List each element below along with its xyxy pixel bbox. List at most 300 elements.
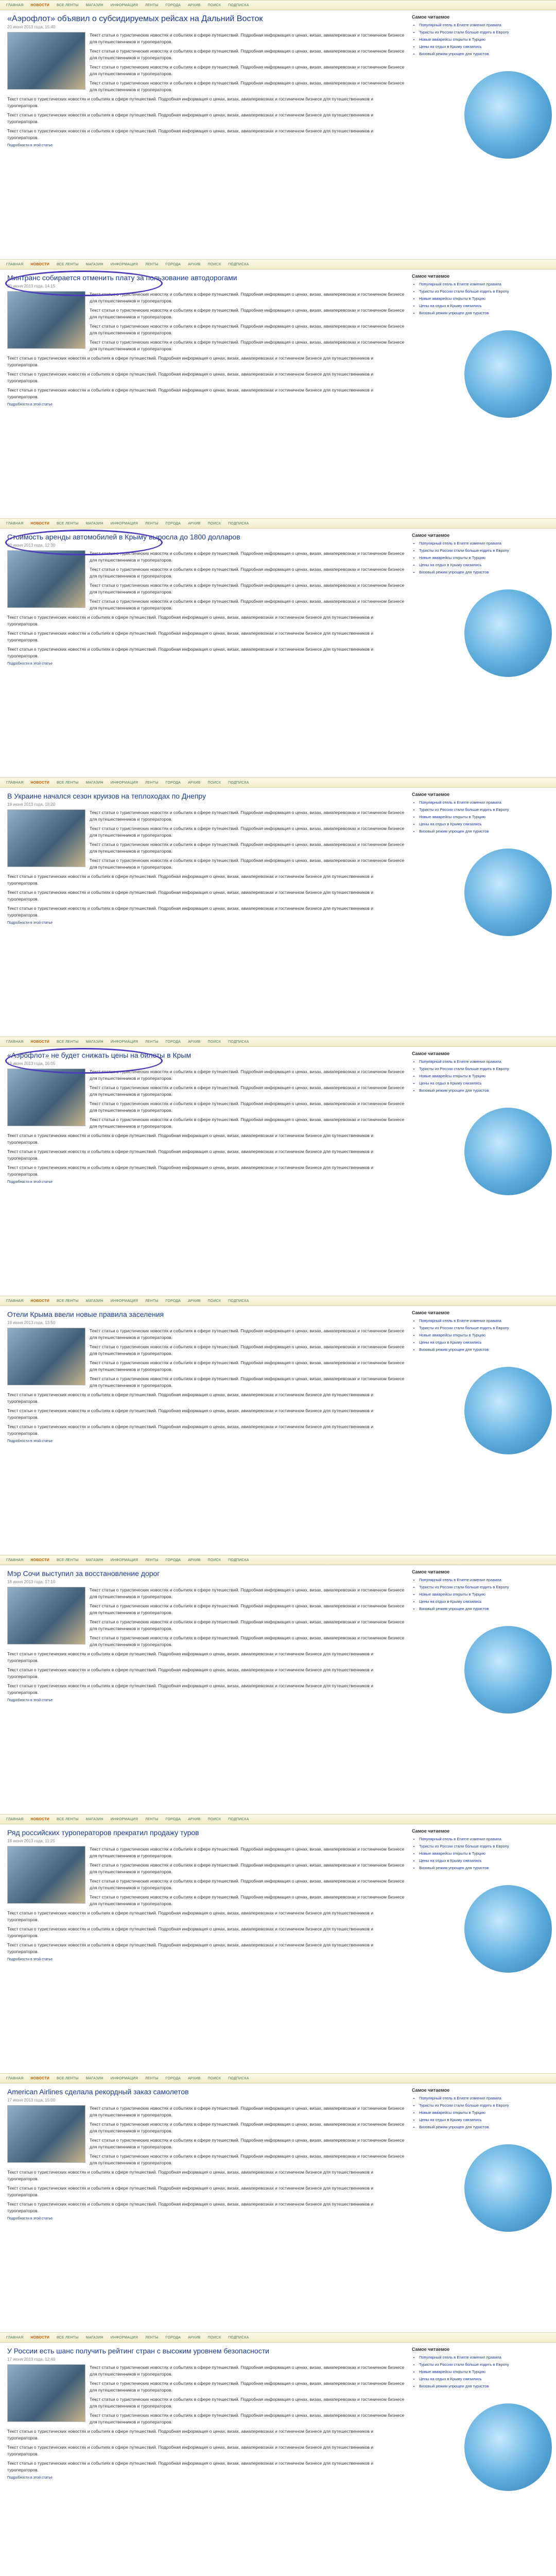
sidebar-item[interactable]: • Цены на отдых в Крыму снизились bbox=[419, 1858, 552, 1863]
article-headline[interactable]: У России есть шанс получить рейтинг стран с высоким уровнем безопасности bbox=[7, 2347, 269, 2355]
nav-item[interactable]: АРХИВ bbox=[188, 1817, 201, 1821]
article-paragraph: Текст статьи о туристических новостях и событиях в сфере путешествий. Подробная информация о ценах, визах, авиаперевозках и гостиничном бизнесе для путешественников и туроператоров. bbox=[90, 1101, 405, 1113]
sidebar-title: Самое читаемое bbox=[412, 1569, 450, 1574]
sidebar-item[interactable]: • Визовый режим упрощен для туристов bbox=[419, 52, 552, 57]
sidebar-list bbox=[412, 2355, 552, 2389]
top-nav bbox=[0, 259, 556, 269]
sidebar-item[interactable]: • Туристы из России стали больше ездить в Европу bbox=[419, 548, 552, 553]
nav-item[interactable]: АРХИВ bbox=[188, 1299, 201, 1303]
nav-item[interactable]: ИНФОРМАЦИЯ bbox=[110, 3, 138, 7]
article-date: 18 июня 2013 года, 17:10 bbox=[7, 1580, 56, 1584]
nav-item[interactable]: ПОДПИСКА bbox=[228, 1817, 249, 1821]
nav-item[interactable]: ИНФОРМАЦИЯ bbox=[110, 1299, 138, 1303]
article-headline[interactable]: American Airlines сделала рекордный заказ самолетов bbox=[7, 2088, 189, 2096]
sidebar-item[interactable]: • Туристы из России стали больше ездить в Европу bbox=[419, 1066, 552, 1072]
nav-item[interactable]: ГОРОДА bbox=[165, 521, 181, 526]
article-paragraph: Текст статьи о туристических новостях и событиях в сфере путешествий. Подробная информация о ценах, визах, авиаперевозках и гостиничном бизнесе для путешественников и туроператоров. bbox=[7, 1651, 373, 1663]
sidebar bbox=[412, 2088, 552, 2132]
nav-item[interactable]: ГЛАВНАЯ bbox=[6, 521, 24, 526]
article-photo bbox=[7, 32, 85, 90]
nav-item[interactable]: ИНФОРМАЦИЯ bbox=[110, 262, 138, 266]
top-nav bbox=[0, 1555, 556, 1565]
sidebar bbox=[412, 1310, 552, 1354]
nav-item[interactable]: ВСЕ ЛЕНТЫ bbox=[56, 1558, 79, 1562]
nav-item[interactable]: АРХИВ bbox=[188, 1558, 201, 1562]
nav-item[interactable]: ПОИСК bbox=[207, 521, 221, 526]
article-paragraph: Текст статьи о туристических новостях и событиях в сфере путешествий. Подробная информация о ценах, визах, авиаперевозках и гостиничном бизнесе для путешественников и туроператоров. bbox=[7, 1408, 373, 1420]
sidebar-item[interactable]: • Визовый режим упрощен для туристов bbox=[419, 2384, 552, 2389]
article-paragraph: Текст статьи о туристических новостях и событиях в сфере путешествий. Подробная информация о ценах, визах, авиаперевозках и гостиничном бизнесе для путешественников и туроператоров. bbox=[90, 48, 405, 60]
sidebar-title: Самое читаемое bbox=[412, 274, 450, 279]
article-paragraph: Текст статьи о туристических новостях и событиях в сфере путешествий. Подробная информация о ценах, визах, авиаперевозках и гостиничном бизнесе для путешественников и туроператоров. bbox=[90, 858, 405, 870]
sidebar bbox=[412, 274, 552, 318]
nav-item[interactable]: ИНФОРМАЦИЯ bbox=[110, 1558, 138, 1562]
article-more-link[interactable]: Подробности в этой статье bbox=[7, 921, 53, 925]
article-paragraph: Текст статьи о туристических новостях и событиях в сфере путешествий. Подробная информация о ценах, визах, авиаперевозках и гостиничном бизнесе для путешественников и туроператоров. bbox=[7, 2429, 373, 2441]
nav-item[interactable]: ПОИСК bbox=[207, 1817, 221, 1821]
sidebar-item[interactable]: • Цены на отдых в Крыму снизились bbox=[419, 822, 552, 827]
nav-item[interactable]: НОВОСТИ bbox=[30, 2335, 49, 2340]
top-nav bbox=[0, 518, 556, 529]
article bbox=[7, 14, 405, 147]
article-paragraph: Текст статьи о туристических новостях и событиях в сфере путешествий. Подробная информация о ценах, визах, авиаперевозках и гостиничном бизнесе для путешественников и туроператоров. bbox=[7, 2185, 373, 2197]
top-nav bbox=[0, 2073, 556, 2083]
article-paragraph: Текст статьи о туристических новостях и событиях в сфере путешествий. Подробная информация о ценах, визах, авиаперевозках и гостиничном бизнесе для путешественников и туроператоров. bbox=[7, 2445, 373, 2456]
nav-item[interactable]: ИНФОРМАЦИЯ bbox=[110, 1040, 138, 1044]
nav-item[interactable]: МАГАЗИН bbox=[85, 3, 103, 7]
nav-item[interactable]: ГЛАВНАЯ bbox=[6, 2335, 24, 2340]
nav-item[interactable]: ИНФОРМАЦИЯ bbox=[110, 521, 138, 526]
sidebar-item[interactable]: • Популярный отель в Египте изменил правила bbox=[419, 800, 552, 805]
article-headline[interactable]: «Аэрофлот» объявил о субсидируемых рейсах на Дальний Восток bbox=[7, 14, 263, 23]
article-photo bbox=[7, 1328, 85, 1385]
article-paragraph: Текст статьи о туристических новостях и событиях в сфере путешествий. Подробная информация о ценах, визах, авиаперевозках и гостиничном бизнесе для путешественников и туроператоров. bbox=[90, 1894, 405, 1906]
nav-item[interactable]: ПОИСК bbox=[207, 781, 221, 785]
sidebar-item[interactable]: • Визовый режим упрощен для туристов bbox=[419, 1866, 552, 1871]
nav-item[interactable]: ПОИСК bbox=[207, 3, 221, 7]
sidebar-item[interactable]: • Новые авиарейсы открыты в Турцию bbox=[419, 296, 552, 301]
article-headline[interactable]: В Украине начался сезон круизов на теплоходах по Днепру bbox=[7, 792, 206, 800]
nav-item[interactable]: АРХИВ bbox=[188, 1040, 201, 1044]
article-date: 19 июня 2013 года, 13:50 bbox=[7, 1320, 56, 1325]
sidebar-list bbox=[412, 541, 552, 575]
sidebar-list bbox=[412, 2096, 552, 2130]
sidebar-item[interactable]: • Туристы из России стали больше ездить в Европу bbox=[419, 807, 552, 812]
sidebar-item[interactable]: • Цены на отдых в Крыму снизились bbox=[419, 1599, 552, 1604]
top-nav bbox=[0, 2332, 556, 2343]
article-paragraph: Текст статьи о туристических новостях и событиях в сфере путешествий. Подробная информация о ценах, визах, авиаперевозках и гостиничном бизнесе для путешественников и туроператоров. bbox=[90, 1862, 405, 1874]
sidebar-item[interactable]: • Туристы из России стали больше ездить в Европу bbox=[419, 1326, 552, 1331]
article-section bbox=[0, 2332, 556, 2576]
sidebar-item[interactable]: • Визовый режим упрощен для туристов bbox=[419, 1606, 552, 1612]
sidebar-item[interactable]: • Новые авиарейсы открыты в Турцию bbox=[419, 1074, 552, 1079]
nav-item[interactable]: МАГАЗИН bbox=[85, 1040, 103, 1044]
article-paragraph: Текст статьи о туристических новостях и событиях в сфере путешествий. Подробная информация о ценах, визах, авиаперевозках и гостиничном бизнесе для путешественников и туроператоров. bbox=[90, 826, 405, 838]
sidebar-title: Самое читаемое bbox=[412, 1051, 450, 1056]
sidebar-item[interactable]: • Популярный отель в Египте изменил правила bbox=[419, 1059, 552, 1064]
article-paragraph: Текст статьи о туристических новостях и событиях в сфере путешествий. Подробная информация о ценах, визах, авиаперевозках и гостиничном бизнесе для путешественников и туроператоров. bbox=[7, 890, 373, 902]
article-paragraph: Текст статьи о туристических новостях и событиях в сфере путешествий. Подробная информация о ценах, визах, авиаперевозках и гостиничном бизнесе для путешественников и туроператоров. bbox=[7, 1942, 373, 1954]
article-more-link[interactable]: Подробности в этой статье bbox=[7, 1958, 53, 1961]
nav-item[interactable]: ЛЕНТЫ bbox=[145, 2076, 159, 2080]
sidebar-item[interactable]: • Цены на отдых в Крыму снизились bbox=[419, 563, 552, 568]
sidebar-item[interactable]: • Визовый режим упрощен для туристов bbox=[419, 311, 552, 316]
nav-item[interactable]: ГОРОДА bbox=[165, 2076, 181, 2080]
article-paragraph: Текст статьи о туристических новостях и событиях в сфере путешествий. Подробная информация о ценах, визах, авиаперевозках и гостиничном бизнесе для путешественников и туроператоров. bbox=[7, 1392, 373, 1404]
article-paragraph: Текст статьи о туристических новостях и событиях в сфере путешествий. Подробная информация о ценах, визах, авиаперевозках и гостиничном бизнесе для путешественников и туроператоров. bbox=[90, 1360, 405, 1372]
article-paragraph: Текст статьи о туристических новостях и событиях в сфере путешествий. Подробная информация о ценах, визах, авиаперевозках и гостиничном бизнесе для путешественников и туроператоров. bbox=[90, 1846, 405, 1858]
nav-item[interactable]: ИНФОРМАЦИЯ bbox=[110, 2335, 138, 2340]
article-paragraph: Текст статьи о туристических новостях и событиях в сфере путешествий. Подробная информация о ценах, визах, авиаперевозках и гостиничном бизнесе для путешественников и туроператоров. bbox=[7, 2461, 373, 2472]
globe-image bbox=[464, 2403, 552, 2491]
nav-item[interactable]: ГОРОДА bbox=[165, 1558, 181, 1562]
nav-item[interactable]: ЛЕНТЫ bbox=[145, 3, 159, 7]
nav-item[interactable]: АРХИВ bbox=[188, 3, 201, 7]
nav-item[interactable]: ПОДПИСКА bbox=[228, 781, 249, 785]
globe-image bbox=[464, 330, 552, 418]
article-section bbox=[0, 1296, 556, 1555]
globe-image bbox=[464, 2144, 552, 2232]
article-paragraph: Текст статьи о туристических новостях и событиях в сфере путешествий. Подробная информация о ценах, визах, авиаперевозках и гостиничном бизнесе для путешественников и туроператоров. bbox=[90, 324, 405, 335]
top-nav bbox=[0, 777, 556, 788]
sidebar-item[interactable]: • Новые авиарейсы открыты в Турцию bbox=[419, 2110, 552, 2115]
article-more-link[interactable]: Подробности в этой статье bbox=[7, 1699, 53, 1702]
sidebar bbox=[412, 1828, 552, 1873]
sidebar-item[interactable]: • Популярный отель в Египте изменил правила bbox=[419, 282, 552, 287]
article bbox=[7, 1310, 405, 1443]
article-paragraph: Текст статьи о туристических новостях и событиях в сфере путешествий. Подробная информация о ценах, визах, авиаперевозках и гостиничном бизнесе для путешественников и туроператоров. bbox=[90, 2413, 405, 2425]
nav-item[interactable]: АРХИВ bbox=[188, 2335, 201, 2340]
nav-item[interactable]: ВСЕ ЛЕНТЫ bbox=[56, 1040, 79, 1044]
article-paragraph: Текст статьи о туристических новостях и событиях в сфере путешествий. Подробная информация о ценах, визах, авиаперевозках и гостиничном бизнесе для путешественников и туроператоров. bbox=[7, 1133, 373, 1145]
article-more-link[interactable]: Подробности в этой статье bbox=[7, 2217, 53, 2221]
nav-item[interactable]: АРХИВ bbox=[188, 2076, 201, 2080]
article-paragraph: Текст статьи о туристических новостях и событиях в сфере путешествий. Подробная информация о ценах, визах, авиаперевозках и гостиничном бизнесе для путешественников и туроператоров. bbox=[90, 80, 405, 92]
nav-item[interactable]: НОВОСТИ bbox=[30, 1817, 49, 1821]
sidebar-item[interactable]: • Новые авиарейсы открыты в Турцию bbox=[419, 1851, 552, 1856]
article-paragraph: Текст статьи о туристических новостях и событиях в сфере путешествий. Подробная информация о ценах, визах, авиаперевозках и гостиничном бизнесе для путешественников и туроператоров. bbox=[90, 583, 405, 595]
sidebar-item[interactable]: • Популярный отель в Египте изменил правила bbox=[419, 1578, 552, 1583]
article-paragraph: Текст статьи о туристических новостях и событиях в сфере путешествий. Подробная информация о ценах, визах, авиаперевозках и гостиничном бизнесе для путешественников и туроператоров. bbox=[90, 1587, 405, 1599]
article bbox=[7, 274, 405, 406]
sidebar-item[interactable]: • Популярный отель в Египте изменил правила bbox=[419, 2355, 552, 2360]
nav-item[interactable]: ИНФОРМАЦИЯ bbox=[110, 2076, 138, 2080]
nav-item[interactable]: НОВОСТИ bbox=[30, 1558, 49, 1562]
article-paragraph: Текст статьи о туристических новостях и событиях в сфере путешествий. Подробная информация о ценах, визах, авиаперевозках и гостиничном бизнесе для путешественников и туроператоров. bbox=[7, 1149, 373, 1161]
article-date: 17 июня 2013 года, 12:40 bbox=[7, 2357, 56, 2362]
article-paragraph: Текст статьи о туристических новостях и событиях в сфере путешествий. Подробная информация о ценах, визах, авиаперевозках и гостиничном бизнесе для путешественников и туроператоров. bbox=[7, 371, 373, 383]
article-photo bbox=[7, 1069, 85, 1126]
article-date: 18 июня 2013 года, 11:25 bbox=[7, 1839, 55, 1843]
article-paragraph: Текст статьи о туристических новостях и событиях в сфере путешествий. Подробная информация о ценах, визах, авиаперевозках и гостиничном бизнесе для путешественников и туроператоров. bbox=[90, 292, 405, 303]
nav-item[interactable]: ГОРОДА bbox=[165, 781, 181, 785]
sidebar-item[interactable]: • Визовый режим упрощен для туристов bbox=[419, 1347, 552, 1352]
article-paragraph: Текст статьи о туристических новостях и событиях в сфере путешествий. Подробная информация о ценах, визах, авиаперевозках и гостиничном бизнесе для путешественников и туроператоров. bbox=[90, 1619, 405, 1631]
nav-item[interactable]: ГЛАВНАЯ bbox=[6, 1558, 24, 1562]
nav-item[interactable]: ПОИСК bbox=[207, 1040, 221, 1044]
nav-item[interactable]: ПОИСК bbox=[207, 1299, 221, 1303]
article-paragraph: Текст статьи о туристических новостях и событиях в сфере путешествий. Подробная информация о ценах, визах, авиаперевозках и гостиничном бизнесе для путешественников и туроператоров. bbox=[7, 112, 373, 124]
article-paragraph: Текст статьи о туристических новостях и событиях в сфере путешествий. Подробная информация о ценах, визах, авиаперевозках и гостиничном бизнесе для путешественников и туроператоров. bbox=[7, 1667, 373, 1679]
article-paragraph: Текст статьи о туристических новостях и событиях в сфере путешествий. Подробная информация о ценах, визах, авиаперевозках и гостиничном бизнесе для путешественников и туроператоров. bbox=[7, 96, 373, 108]
sidebar-list bbox=[412, 800, 552, 834]
sidebar-item[interactable]: • Новые авиарейсы открыты в Турцию bbox=[419, 37, 552, 42]
article-section bbox=[0, 518, 556, 777]
article-paragraph: Текст статьи о туристических новостях и событиях в сфере путешествий. Подробная информация о ценах, визах, авиаперевозках и гостиничном бизнесе для путешественников и туроператоров. bbox=[7, 1683, 373, 1695]
article-more-link[interactable]: Подробности в этой статье bbox=[7, 403, 53, 406]
sidebar-list bbox=[412, 1059, 552, 1093]
nav-item[interactable]: ЛЕНТЫ bbox=[145, 1817, 159, 1821]
globe-image bbox=[464, 849, 552, 936]
article bbox=[7, 533, 405, 666]
sidebar bbox=[412, 792, 552, 836]
globe-image bbox=[464, 1626, 552, 1714]
sidebar-item[interactable]: • Новые авиарейсы открыты в Турцию bbox=[419, 815, 552, 820]
article-paragraph: Текст статьи о туристических новостях и событиях в сфере путешествий. Подробная информация о ценах, визах, авиаперевозках и гостиничном бизнесе для путешественников и туроператоров. bbox=[90, 2138, 405, 2149]
article-section bbox=[0, 1814, 556, 2073]
article-paragraph: Текст статьи о туристических новостях и событиях в сфере путешествий. Подробная информация о ценах, визах, авиаперевозках и гостиничном бизнесе для путешественников и туроператоров. bbox=[90, 1344, 405, 1356]
nav-item[interactable]: ЛЕНТЫ bbox=[145, 262, 159, 266]
sidebar-item[interactable]: • Визовый режим упрощен для туристов bbox=[419, 1088, 552, 1093]
article-paragraph: Текст статьи о туристических новостях и событиях в сфере путешествий. Подробная информация о ценах, визах, авиаперевозках и гостиничном бизнесе для путешественников и туроператоров. bbox=[90, 842, 405, 854]
sidebar-item[interactable]: • Визовый режим упрощен для туристов bbox=[419, 2125, 552, 2130]
sidebar-item[interactable]: • Популярный отель в Египте изменил правила bbox=[419, 23, 552, 28]
sidebar-list bbox=[412, 1318, 552, 1352]
article-headline[interactable]: Отели Крыма ввели новые правила заселения bbox=[7, 1310, 164, 1318]
globe-image bbox=[464, 1108, 552, 1195]
nav-item[interactable]: ГОРОДА bbox=[165, 1299, 181, 1303]
nav-item[interactable]: НОВОСТИ bbox=[30, 2076, 49, 2080]
sidebar-item[interactable]: • Новые авиарейсы открыты в Турцию bbox=[419, 1592, 552, 1597]
nav-item[interactable]: ЛЕНТЫ bbox=[145, 1558, 159, 1562]
nav-item[interactable]: НОВОСТИ bbox=[30, 521, 49, 526]
nav-item[interactable]: ИНФОРМАЦИЯ bbox=[110, 1817, 138, 1821]
nav-item[interactable]: ГЛАВНАЯ bbox=[6, 1817, 24, 1821]
sidebar-item[interactable]: • Цены на отдых в Крыму снизились bbox=[419, 1081, 552, 1086]
article-paragraph: Текст статьи о туристических новостях и событиях в сфере путешествий. Подробная информация о ценах, визах, авиаперевозках и гостиничном бизнесе для путешественников и туроператоров. bbox=[90, 1085, 405, 1097]
sidebar-item[interactable]: • Туристы из России стали больше ездить в Европу bbox=[419, 289, 552, 294]
nav-item[interactable]: ПОДПИСКА bbox=[228, 262, 249, 266]
article-headline[interactable]: Ряд российских туроператоров прекратил продажу туров bbox=[7, 1828, 199, 1837]
sidebar-item[interactable]: • Туристы из России стали больше ездить в Европу bbox=[419, 30, 552, 35]
nav-item[interactable]: ВСЕ ЛЕНТЫ bbox=[56, 262, 79, 266]
nav-item[interactable]: ПОДПИСКА bbox=[228, 3, 249, 7]
article-paragraph: Текст статьи о туристических новостях и событиях в сфере путешествий. Подробная информация о ценах, визах, авиаперевозках и гостиничном бизнесе для путешественников и туроператоров. bbox=[90, 64, 405, 76]
top-nav bbox=[0, 1296, 556, 1306]
nav-item[interactable]: АРХИВ bbox=[188, 262, 201, 266]
article-more-link[interactable]: Подробности в этой статье bbox=[7, 1180, 53, 1184]
sidebar-item[interactable]: • Туристы из России стали больше ездить в Европу bbox=[419, 2362, 552, 2367]
article-paragraph: Текст статьи о туристических новостях и событиях в сфере путешествий. Подробная информация о ценах, визах, авиаперевозках и гостиничном бизнесе для путешественников и туроператоров. bbox=[7, 631, 373, 642]
nav-item[interactable]: ЛЕНТЫ bbox=[145, 521, 159, 526]
sidebar bbox=[412, 2347, 552, 2391]
article-section bbox=[0, 0, 556, 259]
sidebar-item[interactable]: • Цены на отдых в Крыму снизились bbox=[419, 2117, 552, 2123]
top-nav bbox=[0, 1814, 556, 1824]
nav-item[interactable]: ПОДПИСКА bbox=[228, 2335, 249, 2340]
article-paragraph: Текст статьи о туристических новостях и событиях в сфере путешествий. Подробная информация о ценах, визах, авиаперевозках и гостиничном бизнесе для путешественников и туроператоров. bbox=[90, 308, 405, 319]
nav-item[interactable]: ПОИСК bbox=[207, 1558, 221, 1562]
sidebar bbox=[412, 14, 552, 59]
article-date: 19 июня 2013 года, 16:05 bbox=[7, 1061, 56, 1066]
article-headline[interactable]: Стоимость аренды автомобилей в Крыму выросла до 1800 долларов bbox=[7, 533, 240, 541]
nav-item[interactable]: ВСЕ ЛЕНТЫ bbox=[56, 2076, 79, 2080]
sidebar-title: Самое читаемое bbox=[412, 792, 450, 797]
article-date: 20 июня 2013 года, 15:40 bbox=[7, 25, 56, 29]
globe-image bbox=[464, 589, 552, 677]
article-paragraph: Текст статьи о туристических новостях и событиях в сфере путешествий. Подробная информация о ценах, визах, авиаперевозках и гостиничном бизнесе для путешественников и туроператоров. bbox=[7, 647, 373, 658]
sidebar bbox=[412, 533, 552, 577]
article-date: 19 июня 2013 года, 18:20 bbox=[7, 802, 56, 807]
nav-item[interactable]: ГОРОДА bbox=[165, 1817, 181, 1821]
sidebar-item[interactable]: • Цены на отдых в Крыму снизились bbox=[419, 303, 552, 309]
article-paragraph: Текст статьи о туристических новостях и событиях в сфере путешествий. Подробная информация о ценах, визах, авиаперевозках и гостиничном бизнесе для путешественников и туроператоров. bbox=[7, 615, 373, 626]
sidebar-list bbox=[412, 282, 552, 316]
article-section bbox=[0, 777, 556, 1037]
nav-item[interactable]: ГОРОДА bbox=[165, 3, 181, 7]
nav-item[interactable]: МАГАЗИН bbox=[85, 781, 103, 785]
article-paragraph: Текст статьи о туристических новостях и событиях в сфере путешествий. Подробная информация о ценах, визах, авиаперевозках и гостиничном бизнесе для путешественников и туроператоров. bbox=[90, 340, 405, 351]
article-photo bbox=[7, 2364, 85, 2422]
nav-item[interactable]: ГЛАВНАЯ bbox=[6, 2076, 24, 2080]
sidebar-list bbox=[412, 23, 552, 57]
sidebar-item[interactable]: • Популярный отель в Египте изменил правила bbox=[419, 541, 552, 546]
article-section bbox=[0, 259, 556, 518]
nav-item[interactable]: МАГАЗИН bbox=[85, 2335, 103, 2340]
nav-item[interactable]: ПОИСК bbox=[207, 2335, 221, 2340]
nav-item[interactable]: ВСЕ ЛЕНТЫ bbox=[56, 1299, 79, 1303]
nav-item[interactable]: ПОДПИСКА bbox=[228, 521, 249, 526]
article bbox=[7, 792, 405, 925]
article bbox=[7, 1828, 405, 1961]
sidebar-item[interactable]: • Визовый режим упрощен для туристов bbox=[419, 570, 552, 575]
article-section bbox=[0, 2073, 556, 2332]
article-section bbox=[0, 1037, 556, 1296]
article-photo bbox=[7, 291, 85, 349]
sidebar-item[interactable]: • Популярный отель в Египте изменил правила bbox=[419, 2096, 552, 2101]
nav-item[interactable]: ПОДПИСКА bbox=[228, 1040, 249, 1044]
nav-item[interactable]: ЛЕНТЫ bbox=[145, 2335, 159, 2340]
sidebar bbox=[412, 1051, 552, 1095]
nav-item[interactable]: ГЛАВНАЯ bbox=[6, 1299, 24, 1303]
article-paragraph: Текст статьи о туристических новостях и событиях в сфере путешествий. Подробная информация о ценах, визах, авиаперевозках и гостиничном бизнесе для путешественников и туроператоров. bbox=[90, 1117, 405, 1129]
sidebar bbox=[412, 1569, 552, 1614]
nav-item[interactable]: МАГАЗИН bbox=[85, 1817, 103, 1821]
article-paragraph: Текст статьи о туристических новостях и событиях в сфере путешествий. Подробная информация о ценах, визах, авиаперевозках и гостиничном бизнесе для путешественников и туроператоров. bbox=[90, 1376, 405, 1388]
article-paragraph: Текст статьи о туристических новостях и событиях в сфере путешествий. Подробная информация о ценах, визах, авиаперевозках и гостиничном бизнесе для путешественников и туроператоров. bbox=[90, 2154, 405, 2165]
nav-item[interactable]: ГЛАВНАЯ bbox=[6, 3, 24, 7]
article bbox=[7, 1569, 405, 1702]
article-paragraph: Текст статьи о туристических новостях и событиях в сфере путешествий. Подробная информация о ценах, визах, авиаперевозках и гостиничном бизнесе для путешественников и туроператоров. bbox=[90, 1069, 405, 1081]
nav-item[interactable]: ВСЕ ЛЕНТЫ bbox=[56, 1817, 79, 1821]
sidebar-list bbox=[412, 1578, 552, 1612]
nav-item[interactable]: ИНФОРМАЦИЯ bbox=[110, 781, 138, 785]
sidebar-item[interactable]: • Цены на отдых в Крыму снизились bbox=[419, 44, 552, 49]
nav-item[interactable]: МАГАЗИН bbox=[85, 521, 103, 526]
nav-item[interactable]: ЛЕНТЫ bbox=[145, 781, 159, 785]
nav-item[interactable]: НОВОСТИ bbox=[30, 3, 49, 7]
article-headline[interactable]: Мэр Сочи выступил за восстановление дорог bbox=[7, 1569, 160, 1578]
nav-item[interactable]: МАГАЗИН bbox=[85, 1299, 103, 1303]
sidebar-title: Самое читаемое bbox=[412, 2347, 450, 2352]
nav-item[interactable]: ВСЕ ЛЕНТЫ bbox=[56, 781, 79, 785]
article bbox=[7, 2347, 405, 2480]
article-date: 17 июня 2013 года, 15:00 bbox=[7, 2098, 56, 2103]
article-headline[interactable]: «Аэрофлот» не будет снижать цены на билеты в Крым bbox=[7, 1051, 192, 1059]
nav-item[interactable]: АРХИВ bbox=[188, 781, 201, 785]
nav-item[interactable]: ПОИСК bbox=[207, 262, 221, 266]
nav-item[interactable]: ЛЕНТЫ bbox=[145, 1299, 159, 1303]
article-paragraph: Текст статьи о туристических новостях и событиях в сфере путешествий. Подробная информация о ценах, визах, авиаперевозках и гостиничном бизнесе для путешественников и туроператоров. bbox=[7, 1926, 373, 1938]
nav-item[interactable]: НОВОСТИ bbox=[30, 781, 49, 785]
nav-item[interactable]: НОВОСТИ bbox=[30, 1299, 49, 1303]
article-paragraph: Текст статьи о туристических новостях и событиях в сфере путешествий. Подробная информация о ценах, визах, авиаперевозках и гостиничном бизнесе для путешественников и туроператоров. bbox=[90, 2122, 405, 2133]
nav-item[interactable]: ЛЕНТЫ bbox=[145, 1040, 159, 1044]
article-more-link[interactable]: Подробности в этой статье bbox=[7, 2476, 53, 2480]
nav-item[interactable]: МАГАЗИН bbox=[85, 2076, 103, 2080]
sidebar-item[interactable]: • Цены на отдых в Крыму снизились bbox=[419, 2377, 552, 2382]
nav-item[interactable]: ВСЕ ЛЕНТЫ bbox=[56, 2335, 79, 2340]
article-paragraph: Текст статьи о туристических новостях и событиях в сфере путешествий. Подробная информация о ценах, визах, авиаперевозках и гостиничном бизнесе для путешественников и туроператоров. bbox=[7, 128, 373, 140]
sidebar-item[interactable]: • Туристы из России стали больше ездить в Европу bbox=[419, 1585, 552, 1590]
nav-item[interactable]: ГЛАВНАЯ bbox=[6, 1040, 24, 1044]
sidebar-item[interactable]: • Новые авиарейсы открыты в Турцию bbox=[419, 1333, 552, 1338]
sidebar-title: Самое читаемое bbox=[412, 1310, 450, 1315]
nav-item[interactable]: МАГАЗИН bbox=[85, 262, 103, 266]
article-more-link[interactable]: Подробности в этой статье bbox=[7, 1439, 53, 1443]
article-more-link[interactable]: Подробности в этой статье bbox=[7, 662, 53, 666]
article-paragraph: Текст статьи о туристических новостях и событиях в сфере путешествий. Подробная информация о ценах, визах, авиаперевозках и гостиничном бизнесе для путешественников и туроператоров. bbox=[90, 2365, 405, 2377]
article-paragraph: Текст статьи о туристических новостях и событиях в сфере путешествий. Подробная информация о ценах, визах, авиаперевозках и гостиничном бизнесе для путешественников и туроператоров. bbox=[7, 906, 373, 918]
sidebar-item[interactable]: • Новые авиарейсы открыты в Турцию bbox=[419, 2369, 552, 2375]
nav-item[interactable]: ПОИСК bbox=[207, 2076, 221, 2080]
nav-item[interactable]: ПОДПИСКА bbox=[228, 2076, 249, 2080]
article-photo bbox=[7, 1846, 85, 1904]
nav-item[interactable]: ГЛАВНАЯ bbox=[6, 781, 24, 785]
nav-item[interactable]: ГЛАВНАЯ bbox=[6, 262, 24, 266]
sidebar-item[interactable]: • Популярный отель в Египте изменил правила bbox=[419, 1837, 552, 1842]
sidebar-title: Самое читаемое bbox=[412, 14, 450, 20]
sidebar-item[interactable]: • Цены на отдых в Крыму снизились bbox=[419, 1340, 552, 1345]
nav-item[interactable]: АРХИВ bbox=[188, 521, 201, 526]
article-more-link[interactable]: Подробности в этой статье bbox=[7, 144, 53, 147]
sidebar-item[interactable]: • Популярный отель в Египте изменил правила bbox=[419, 1318, 552, 1324]
article-paragraph: Текст статьи о туристических новостях и событиях в сфере путешествий. Подробная информация о ценах, визах, авиаперевозках и гостиничном бизнесе для путешественников и туроператоров. bbox=[7, 874, 373, 886]
nav-item[interactable]: ПОДПИСКА bbox=[228, 1558, 249, 1562]
sidebar-item[interactable]: • Новые авиарейсы открыты в Турцию bbox=[419, 555, 552, 561]
sidebar-item[interactable]: • Туристы из России стали больше ездить в Европу bbox=[419, 1844, 552, 1849]
nav-item[interactable]: ВСЕ ЛЕНТЫ bbox=[56, 3, 79, 7]
sidebar-item[interactable]: • Туристы из России стали больше ездить в Европу bbox=[419, 2103, 552, 2108]
article-headline[interactable]: Минтранс собирается отменить плату за пользование автодорогами bbox=[7, 274, 237, 282]
nav-item[interactable]: ГОРОДА bbox=[165, 262, 181, 266]
article-paragraph: Текст статьи о туристических новостях и событиях в сфере путешествий. Подробная информация о ценах, визах, авиаперевозках и гостиничном бизнесе для путешественников и туроператоров. bbox=[7, 387, 373, 399]
nav-item[interactable]: НОВОСТИ bbox=[30, 1040, 49, 1044]
top-nav bbox=[0, 0, 556, 10]
article-paragraph: Текст статьи о туристических новостях и событиях в сфере путешествий. Подробная информация о ценах, визах, авиаперевозках и гостиничном бизнесе для путешественников и туроператоров. bbox=[90, 1328, 405, 1340]
article-date: 20 июня 2013 года, 12:30 bbox=[7, 543, 56, 548]
nav-item[interactable]: ГОРОДА bbox=[165, 2335, 181, 2340]
sidebar-item[interactable]: • Визовый режим упрощен для туристов bbox=[419, 829, 552, 834]
article-photo bbox=[7, 2105, 85, 2163]
article-paragraph: Текст статьи о туристических новостях и событиях в сфере путешествий. Подробная информация о ценах, визах, авиаперевозках и гостиничном бизнесе для путешественников и туроператоров. bbox=[90, 2106, 405, 2117]
nav-item[interactable]: ВСЕ ЛЕНТЫ bbox=[56, 521, 79, 526]
nav-item[interactable]: ГОРОДА bbox=[165, 1040, 181, 1044]
nav-item[interactable]: МАГАЗИН bbox=[85, 1558, 103, 1562]
nav-item[interactable]: ПОДПИСКА bbox=[228, 1299, 249, 1303]
nav-item[interactable]: НОВОСТИ bbox=[30, 262, 49, 266]
article-photo bbox=[7, 1587, 85, 1645]
